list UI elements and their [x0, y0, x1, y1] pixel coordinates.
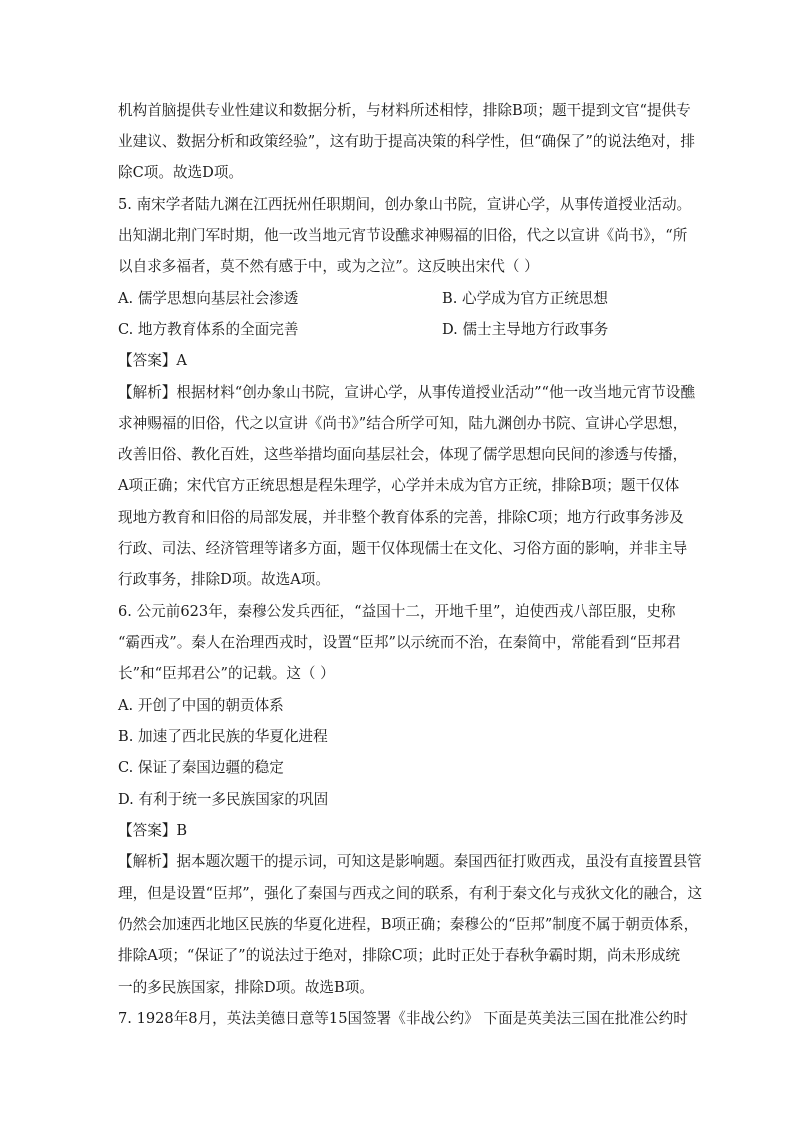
q6-option-c: C. 保证了秦国边疆的稳定 — [118, 759, 284, 776]
q5-answer: 【答案】A — [118, 352, 187, 369]
q5-analysis-line: 行政事务，排除D项。故选A项。 — [118, 571, 330, 588]
q6-option-a: A. 开创了中国的朝贡体系 — [118, 697, 284, 714]
q5-analysis-line: 现地方教育和旧俗的局部发展，并非整个教育体系的完善，排除C项；地方行政事务涉及 — [118, 509, 684, 526]
q5-option-b: B. 心学成为官方正统思想 — [442, 290, 608, 307]
q5-analysis-line: 行政、司法、经济管理等诸多方面，题干仅体现儒士在文化、习俗方面的影响，并非主导 — [118, 540, 688, 557]
continuation-line: 机构首脑提供专业性建议和数据分析，与材料所述相悖，排除B项；题干提到文官“提供专 — [118, 102, 691, 119]
continuation-line: 业建议、数据分析和政策经验”，这有助于提高决策的科学性，但“确保了”的说法绝对，排 — [118, 133, 695, 150]
q7-stem-line: 7. 1928年8月，英法美德日意等15国签署《非战公约》 下面是英美法三国在批准公约时 — [118, 1010, 688, 1027]
q6-analysis-line: 排除A项；“保证了”的说法过于绝对，排除C项；此时正处于春秋争霸时期，尚未形成统 — [118, 947, 681, 964]
q5-option-c: C. 地方教育体系的全面完善 — [118, 321, 299, 338]
q6-stem-line: 6. 公元前623年，秦穆公发兵西征，“益国十二，开地千里”，迫使西戎八部臣服，史称 — [118, 603, 676, 620]
continuation-line: 除C项。故选D项。 — [118, 164, 244, 181]
q5-stem-line: 出知湖北荆门军时期，他一改当地元宵节设醮求神赐福的旧俗，代之以宣讲《尚书》，“所 — [118, 227, 688, 244]
q5-option-d: D. 儒士主导地方行政事务 — [442, 321, 609, 338]
q6-analysis-line: 一的多民族国家，排除D项。故选B项。 — [118, 979, 374, 996]
q6-option-b: B. 加速了西北民族的华夏化进程 — [118, 728, 328, 745]
q6-answer: 【答案】B — [118, 822, 188, 839]
q5-analysis-line: A项正确；宋代官方正统思想是程朱理学，心学并未成为官方正统，排除B项；题干仅体 — [118, 477, 680, 494]
q5-analysis-line: 改善旧俗、教化百姓，这些举措均面向基层社会，体现了儒学思想向民间的渗透与传播， — [118, 446, 688, 463]
q5-stem-line: 以自求多福者，莫不然有感于中，或为之泣”。这反映出宋代（ ） — [118, 258, 539, 275]
q6-analysis-line: 仍然会加速西北地区民族的华夏化进程，B项正确；秦穆公的“臣邦”制度不属于朝贡体系， — [118, 916, 699, 933]
q6-stem-line: “霸西戎”。秦人在治理西戎时，设置“臣邦”以示统而不治，在秦简中，常能看到“臣邦君 — [118, 634, 681, 651]
q5-analysis-line: 求神赐福的旧俗，代之以宣讲《尚书》”结合所学可知，陆九渊创办书院、宣讲心学思想， — [118, 415, 688, 432]
q6-analysis-line: 【解析】据本题次题干的提示词，可知这是影响题。秦国西征打败西戎，虽没有直接置县管 — [118, 853, 702, 870]
q5-analysis-line: 【解析】根据材料“创办象山书院，宣讲心学，从事传道授业活动”“他一改当地元宵节设醮 — [118, 384, 695, 401]
q6-stem-line: 长”和“臣邦君公”的记载。这（ ） — [118, 665, 335, 682]
q5-stem-line: 5. 南宋学者陆九渊在江西抚州任职期间，创办象山书院，宣讲心学，从事传道授业活动。 — [118, 196, 692, 213]
q6-option-d: D. 有利于统一多民族国家的巩固 — [118, 791, 329, 808]
q6-analysis-line: 理，但是设置“臣邦”，强化了秦国与西戎之间的联系，有利于秦文化与戎狄文化的融合，这 — [118, 885, 703, 902]
q5-option-a: A. 儒学思想向基层社会渗透 — [118, 290, 299, 307]
